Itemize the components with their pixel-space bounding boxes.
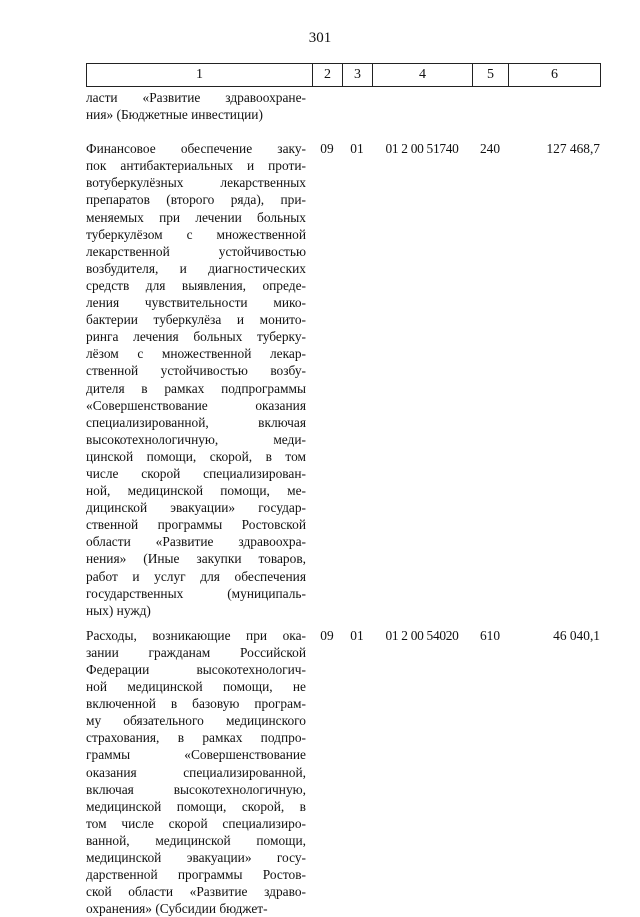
continuation-description: [86, 89, 306, 123]
table-row: [86, 627, 600, 917]
description-line: ных) нужд): [86, 602, 151, 618]
description-line: включая высокотехнологичную,: [86, 781, 306, 797]
row-target-article: 01 2 00 51740: [385, 141, 459, 157]
description-line: ной медицинской помощи, не: [86, 679, 306, 695]
description-line: ной, медицинской помощи, ме-: [86, 483, 306, 499]
row-code-subsection: 01: [350, 141, 364, 157]
description-line: возбудителя, и диагностических: [86, 260, 306, 276]
description-line: дарственной программы Ростов-: [86, 867, 306, 883]
description-line: медицинской помощи, скорой, в: [86, 798, 306, 814]
description-line: ринга лечения больных туберку-: [86, 329, 306, 345]
column-header-6: 6: [509, 64, 601, 87]
description-line: ственной программы Ростовской: [86, 517, 306, 533]
description-line: включенной в базовую програм-: [86, 696, 306, 712]
description-line: лекарственной устойчивостью: [86, 243, 306, 259]
description-line: му обязательного медицинского: [86, 713, 306, 729]
column-header-1: 1: [87, 64, 313, 87]
description-line: охранения» (Субсидии бюджет-: [86, 901, 268, 917]
description-line: ления чувствительности мико-: [86, 295, 306, 311]
description-line: государственных (муниципаль-: [86, 585, 306, 601]
description-line: лёзом с множественной лекар-: [86, 346, 306, 362]
row-description: [86, 627, 306, 917]
description-line: цинской помощи, скорой, в том: [86, 448, 306, 464]
row-code-section: 09: [320, 627, 334, 643]
row-target-article: 01 2 00 54020: [385, 627, 459, 643]
description-line: пок антибактериальных и проти-: [86, 158, 306, 174]
row-amount: 127 468,7: [546, 141, 600, 157]
row-code-subsection: 01: [350, 627, 364, 643]
description-line: бактерии туберкулёза и монито-: [86, 312, 306, 328]
description-line: медицинской эвакуации» госу-: [86, 850, 306, 866]
column-header-row: [87, 64, 601, 87]
description-line: ственной устойчивостью возбу-: [86, 363, 306, 379]
column-header-5: 5: [473, 64, 509, 87]
table-body: [86, 89, 600, 917]
description-line: нения» (Иные закупки товаров,: [86, 551, 306, 567]
description-line: препаратов (второго ряда), при-: [86, 192, 306, 208]
row-code-section: 09: [320, 141, 334, 157]
description-line: вотуберкулёзных лекарственных: [86, 175, 306, 191]
column-header-3: 3: [343, 64, 373, 87]
description-line: меняемых при лечении больных: [86, 209, 306, 225]
description-line: числе скорой специализирован-: [86, 465, 306, 481]
description-line: ванной, медицинской помощи,: [86, 832, 306, 848]
description-line: граммы «Совершенствование: [86, 747, 306, 763]
table-row: [86, 140, 600, 619]
row-expense-type: 240: [479, 141, 501, 157]
description-line: средств для выявления, опреде-: [86, 277, 306, 293]
description-line: ласти «Развитие здравоохране-: [86, 90, 306, 105]
description-line: высокотехнологичную, меди-: [86, 431, 306, 447]
description-line: дицинской эвакуации» государ-: [86, 500, 306, 516]
description-line: зании гражданам Российской: [86, 644, 306, 660]
column-header-2: 2: [313, 64, 343, 87]
description-line: оказания специализированной,: [86, 764, 306, 780]
description-line: «Совершенствование оказания: [86, 397, 306, 413]
description-line: том числе скорой специализиро-: [86, 815, 306, 831]
column-header-table: [86, 63, 601, 87]
description-line: Расходы, возникающие при ока-: [86, 627, 306, 643]
row-expense-type: 610: [479, 627, 501, 643]
continuation-row: [86, 89, 600, 123]
column-header-4: 4: [373, 64, 473, 87]
description-line: ния» (Бюджетные инвестиции): [86, 107, 263, 123]
description-line: Федерации высокотехнологич-: [86, 662, 306, 677]
description-line: специализированной, включая: [86, 414, 306, 430]
row-description: [86, 140, 306, 619]
description-line: ской области «Развитие здраво-: [86, 884, 306, 900]
description-line: туберкулёзом с множественной: [86, 226, 306, 242]
page-number: 301: [308, 30, 332, 46]
description-line: дителя в рамках подпрограммы: [86, 380, 306, 396]
description-line: страхования, в рамках подпро-: [86, 730, 306, 746]
description-line: работ и услуг для обеспечения: [86, 568, 306, 584]
description-line: Финансовое обеспечение заку-: [86, 141, 306, 157]
description-line: области «Развитие здравоохра-: [86, 534, 306, 550]
row-amount: 46 040,1: [553, 627, 600, 643]
